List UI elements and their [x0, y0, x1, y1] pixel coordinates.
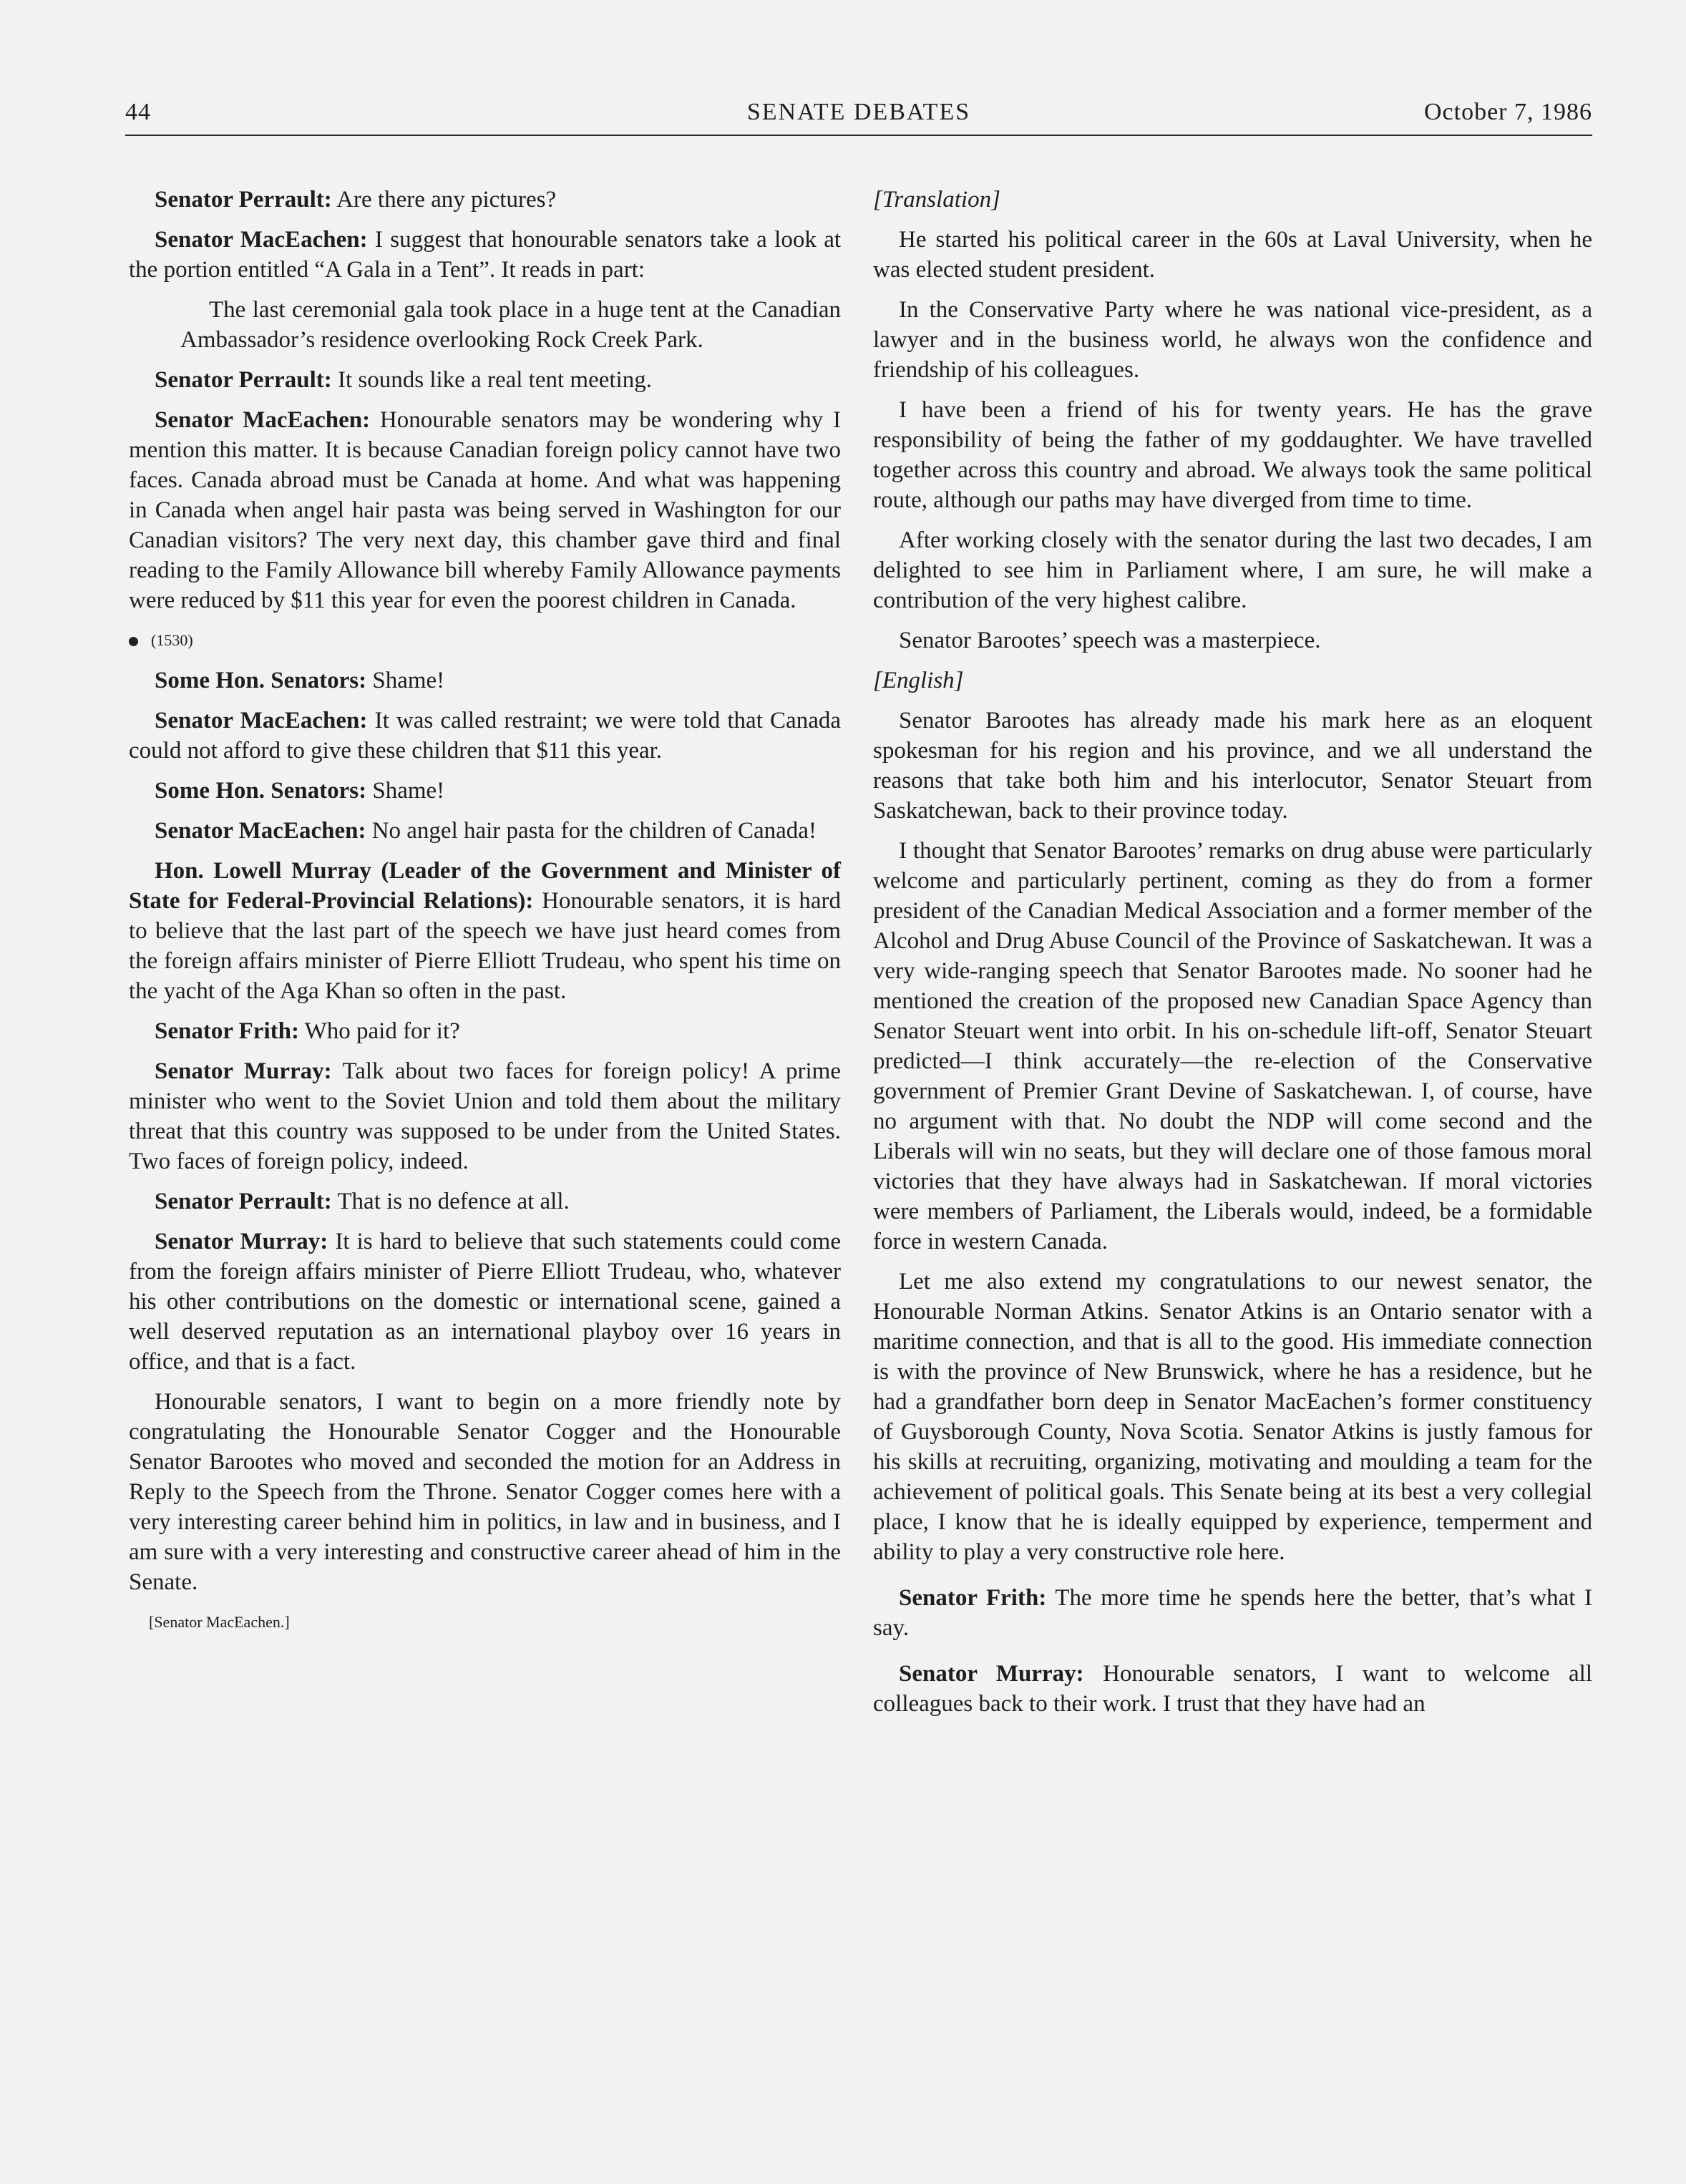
header-rule: [125, 135, 1592, 136]
speaker-name: Some Hon. Senators:: [155, 668, 367, 693]
speaker-name: Some Hon. Senators:: [155, 778, 367, 804]
publication-date: October 7, 1986: [1423, 99, 1592, 125]
speech-text: Who paid for it?: [298, 1018, 460, 1044]
paragraph: After working closely with the senator during the last two decades, I am delighted to see him in Parliament where, I am sure, he will make a contribution of the very highest calibre.: [873, 527, 1592, 613]
paragraph: [129, 666, 841, 696]
speaker-name: Senator MacEachen:: [155, 407, 371, 433]
paragraph: Senator Barootes has already made his mark here as an eloquent spokesman for his region and his province, and we all understand the reasons that take both him and his interlocutor, Senator Steuart from Saskatchewan, back to their province today.: [873, 708, 1592, 824]
speaker-name: Senator Perrault:: [155, 1189, 332, 1214]
publication-title: SENATE DEBATES: [746, 99, 971, 125]
paragraph: [129, 1227, 841, 1377]
speech-text: Talk about two faces for foreign policy! A prime minister who went to the Soviet Union and told them about the military threat that this country was supposed to be under from the United States. Two faces of foreign policy, indeed.: [129, 1058, 841, 1174]
speech-text: I suggest that honourable senators take a look at the portion entitled “A Gala in a Tent”. It reads in part:: [129, 227, 842, 283]
speech-text: It sounds like a real tent meeting.: [331, 367, 652, 393]
paragraph: I have been a friend of his for twenty years. He has the grave responsibility of being the father of my goddaughter. We have travelled together across this country and abroad. We always took the same political route, although our paths may have diverged from time to time.: [873, 397, 1592, 513]
speech-text: It is hard to believe that such statements could come from the foreign affairs minister of Pierre Elliott Trudeau, who, whatever his other contributions on the domestic or international scene, gained a well deserved reputation as an international playboy over 16 years in office, and that is a fact.: [129, 1229, 841, 1375]
paragraph: [129, 706, 841, 766]
block-quote: The last ceremonial gala took place in a huge tent at the Canadian Ambassador’s residence overlooking Rock Creek Park.: [180, 297, 841, 353]
speech-text: Are there any pictures?: [331, 187, 557, 213]
speech-text: It was called restraint; we were told that Canada could not afford to give these children that $11 this year.: [129, 708, 842, 764]
speech-text: Honourable senators may be wondering why I mention this matter. It is because Canadian foreign policy cannot have two faces. Canada abroad must be Canada at home. And what was happening in Canada when angel hair pasta was being served in Washington for our Canadian visitors? The very next day, this chamber gave third and final reading to the Family Allowance bill whereby Family Allowance payments were reduced by $11 this year for even the poorest children in Canada.: [129, 407, 841, 613]
speech-text: Shame!: [366, 668, 445, 693]
right-column: [873, 185, 1592, 1729]
paragraph: [129, 1016, 841, 1046]
speaker-footnote: [Senator MacEachen.]: [149, 1613, 290, 1631]
speaker-name: Senator MacEachen:: [155, 818, 366, 844]
speaker-name: Senator Frith:: [155, 1018, 299, 1044]
paragraph: Let me also extend my congratulations to our newest senator, the Honourable Norman Atkins. Senator Atkins is an Ontario senator with a maritime connection, and that is all to the good. His immediate connection is with the province of New Brunswick, where he has a residence, but he had a grandfather born deep in Senator MacEachen’s former constituency of Guysborough County, Nova Scotia. Senator Atkins is justly famous for his skills at recruiting, organizing, motivating and moulding a team for the achievement of political goals. This Senate being at its best a very collegial place, I know that he is ideally equipped by experience, temperment and ability to play a very constructive role here.: [873, 1269, 1592, 1565]
paragraph: [873, 1583, 1592, 1643]
paragraph: [129, 185, 841, 215]
paragraph: Honourable senators, I want to begin on a more friendly note by congratulating the Honourable Senator Cogger and the Honourable Senator Barootes who moved and seconded the motion for an Address in Reply to the Speech from the Throne. Senator Cogger comes here with a very interesting career behind him in politics, in law and in business, and I am sure with a very interesting and constructive career ahead of him in the Senate.: [129, 1389, 841, 1595]
speech-text: That is no defence at all.: [331, 1189, 570, 1214]
speaker-name: Senator Murray:: [155, 1229, 328, 1254]
speaker-name: Senator Frith:: [899, 1585, 1047, 1611]
speaker-name: Senator MacEachen:: [155, 708, 368, 733]
language-marker: [English]: [873, 668, 964, 693]
speech-text: Honourable senators, I want to welcome all colleagues back to their work. I trust that they have had an: [873, 1661, 1592, 1717]
speaker-name: Senator Perrault:: [155, 187, 332, 213]
paragraph: I thought that Senator Barootes’ remarks on drug abuse were particularly welcome and particularly pertinent, coming as they do from a former president of the Canadian Medical Association and a former member of the Alcohol and Drug Abuse Council of the Province of Saskatchewan. It was a very wide-ranging speech that Senator Barootes made. No sooner had he mentioned the creation of the proposed new Canadian Space Agency than Senator Steuart went into orbit. In his on-schedule lift-off, Senator Steuart predicted—I think accurately—the re-election of the Conservative government of Premier Grant Devine of Saskatchewan. I, of course, have no argument with that. No doubt the NDP will come second and the Liberals will win no seats, but they will declare one of those famous moral victories that they have always had in Saskatchewan. If moral victories were members of Parliament, the Liberals would, indeed, be a formidable force in western Canada.: [873, 838, 1592, 1254]
speaker-name: Senator MacEachen:: [155, 227, 368, 253]
speech-text: The more time he spends here the better, that’s what I say.: [873, 1585, 1592, 1641]
paragraph: [129, 776, 841, 806]
paragraph: Senator Barootes’ speech was a masterpiece.: [899, 628, 1321, 653]
page-number: 44: [125, 99, 151, 125]
speaker-name: Senator Murray:: [899, 1661, 1084, 1687]
left-column: [129, 185, 841, 1647]
speech-text: Honourable senators, it is hard to believe that the last part of the speech we have just heard comes from the foreign affairs minister of Pierre Elliott Trudeau, who spent his time on the yacht of the Aga Khan so often in the past.: [129, 888, 841, 1004]
language-marker: [Translation]: [873, 187, 1000, 213]
speech-text: Shame!: [366, 778, 445, 804]
paragraph: [129, 816, 841, 846]
paragraph: [873, 1659, 1592, 1719]
paragraph: [129, 225, 841, 285]
paragraph: [129, 1056, 841, 1176]
paragraph: [129, 365, 841, 395]
time-marker-text: (1530): [151, 631, 193, 649]
paragraph: He started his political career in the 60s at Laval University, when he was elected student president.: [873, 227, 1592, 283]
speech-text: No angel hair pasta for the children of Canada!: [366, 818, 817, 844]
speaker-name: Senator Perrault:: [155, 367, 332, 393]
page-header: [125, 99, 1592, 135]
bullet-icon: [129, 637, 138, 646]
paragraph: [129, 405, 841, 615]
time-marker: [129, 625, 841, 655]
speaker-name: Senator Murray:: [155, 1058, 332, 1084]
paragraph: In the Conservative Party where he was national vice-president, as a lawyer and in the business world, he always won the confidence and friendship of his colleagues.: [873, 297, 1592, 383]
paragraph: [129, 856, 841, 1006]
paragraph: [129, 1186, 841, 1217]
speaker-name: Hon. Lowell Murray (Leader of the Government and Minister of State for Federal-Provincial Relations):: [129, 858, 841, 914]
